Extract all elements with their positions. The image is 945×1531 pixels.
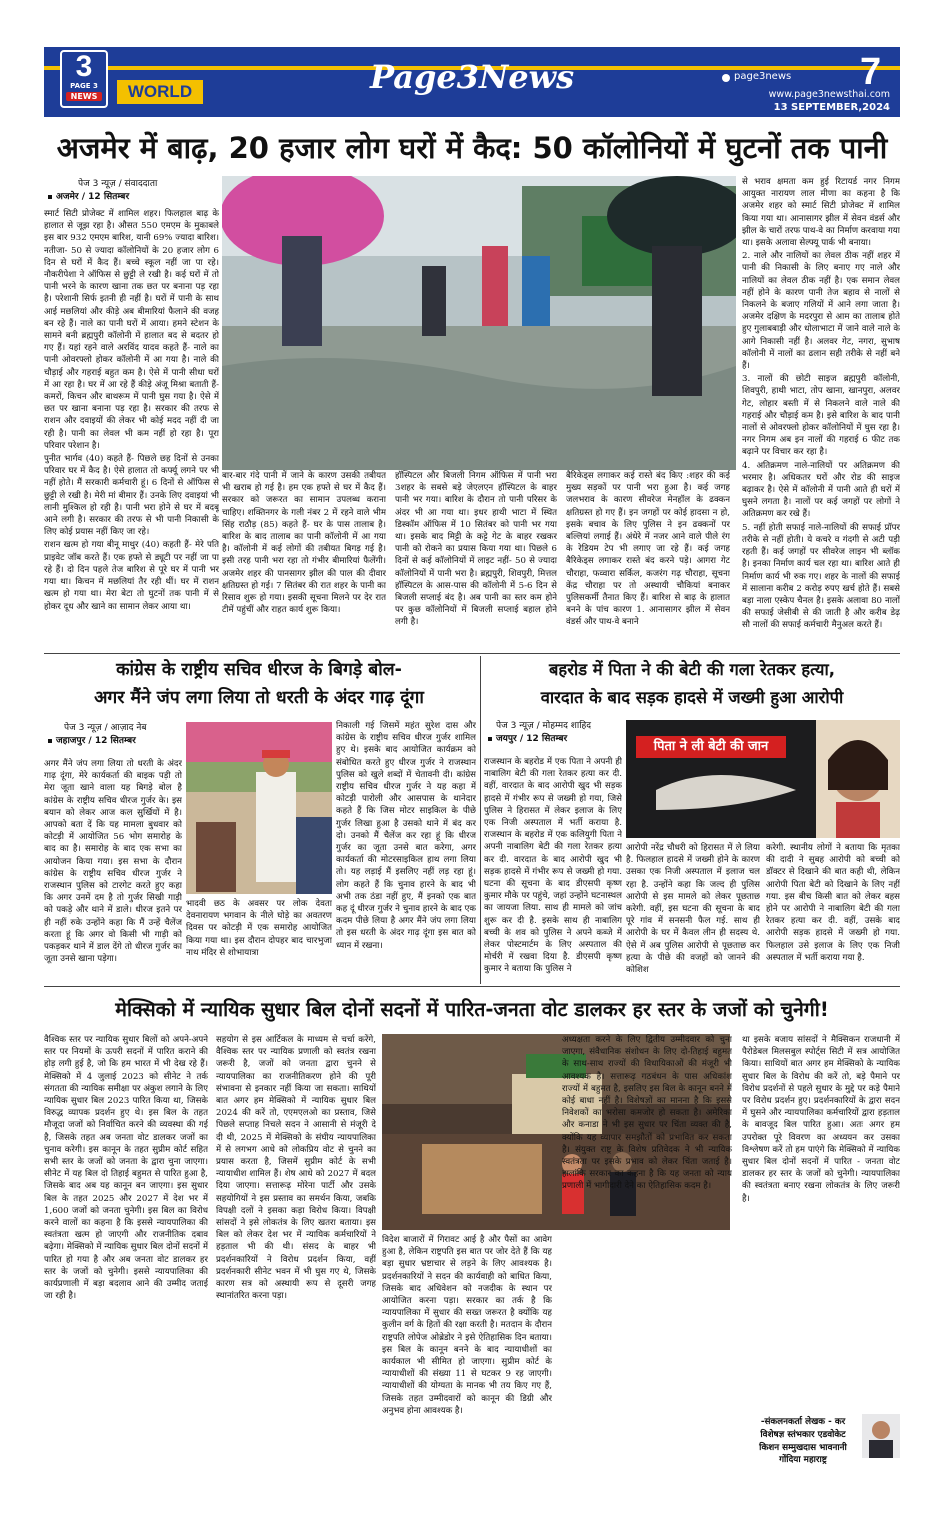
divider [480, 656, 481, 984]
byline-place: अजमेर / 12 सितम्बर [56, 192, 130, 203]
mexico-col-5 [742, 1034, 900, 1410]
author-line: विशेषज्ञ स्तंभकार एडवोकेट [760, 1429, 846, 1440]
behror-col-left [484, 756, 622, 982]
divider [44, 986, 900, 987]
mexico-col-2 [216, 1034, 376, 1494]
mexico-col-4 [562, 1034, 732, 1494]
ajmer-para: से भराव क्षमता कम हुई रिटायर्ड नगर निगम आयुक्त नारायण लाल मीणा का कहना है कि अजमेर शहर को स्मार्ट सिटी प्रोजेक्ट में शामिल किया गया था। आनासागर झील में सेवन वंडर्स और झील के चारों तरफ पाथ-वे का निर्माण करवाया गया था। इसके अलावा सेल्फ्यू पार्क भी बनाया। [742, 177, 900, 249]
mexico-para: वैश्विक स्तर पर न्यायिक सुधार बिलों को अपने-अपने स्तर पर नियमों के ऊपरी सदनों में पारित कराने की होड़ लगी हुई है, जो कि हम भारत में भी देख रहे हैं। मेक्सिको में 4 जुलाई 2023 को सीनेट ने तर्क संगतता की न्यायिक समीक्षा पर अंकुश लगाने के लिए न्यायिक सुधार बिल 2023 पारित किया था, जिसके विरुद्ध व्यापक प्रदर्शन हुए थे। इस बिल के तहत मौजूदा जजों को निर्वाचित करने की व्यवस्था की गई है, जिसके तहत अब जनता वोट डालकर जजों का चुनाव करेगी। इस कानून के तहत सुप्रीम कोर्ट सहित सभी स्तर के जजों को जनता के द्वारा चुना जाएगा। सीनेट में यह बिल दो तिहाई बहुमत से पारित हुआ है, जिसके बाद अब यह कानून बन जाएगा। इस सुधार बिल के तहत 2025 और 2027 में देश भर में 1,600 जजों को जनता चुनेगी। इस बिल का विरोध करने वालों का कहना है कि इससे न्यायपालिका की स्वतंत्रता खत्म हो जाएगी और राजनीतिक दबाव बढ़ेगा। मेक्सिको में न्यायिक सुधार बिल दोनों सदनों में पारित हो गया है और अब जनता वोट डालकर हर स्तर के जजों को चुनेगी। इससे न्यायपालिका की कार्यप्रणाली में बड़ा बदलाव आने की उम्मीद जताई जा रही है। [44, 1035, 208, 1302]
headline-behror-2: वारदात के बाद सड़क हादसे में जख्मी हुआ आरोपी [540, 688, 844, 707]
author-line: -संकलनकर्ता लेखक - कर [760, 1417, 846, 1427]
globe-icon [722, 74, 730, 82]
logo-page: PAGE 3 [70, 82, 98, 90]
author-line: किशन सम्मुखदास भावनानी [759, 1442, 847, 1453]
logo-news: NEWS [66, 92, 102, 101]
author-line: गोंदिया महाराष्ट्र [779, 1455, 827, 1466]
behror-col-right [766, 842, 900, 982]
congress-col-right [336, 720, 476, 982]
behror-para: राजस्थान के बहरोड में एक पिता ने अपनी ही नाबालिग बेटी की गला रेतकर हत्या कर दी. वहीं, वारदात के बाद आरोपी खुद भी सड़क हादसे में गंभीर रूप से जख्मी हो गया, जिसे पुलिस ने हिरासत में लेकर इलाज के लिए एक निजी अस्पताल में भर्ती कराया है. राजस्थान के बहरोड में एक कलियुगी पिता ने अपनी नाबालिग बेटी की गला रेतकर हत्या कर दी. वारदात के बाद आरोपी खुद भी सड़क हादसे में गंभीर रूप से जख्मी हो गया. घटना की सूचना के बाद डीएसपी कृष्ण कुमार मौके पर पहुंचे, जहां उन्होंने घटनास्थल का जायजा लिया. साथ ही मामले को जांच शुरू कर दी है. इसके साथ ही नाबालिग बच्ची के शव को पुलिस ने अपने कब्जे में लेकर पोस्टमार्टम के लिए अस्पताल की मोर्चरी में रखवा दिया है. डीएसपी कृष्ण कुमार ने बताया कि पुलिस ने [484, 757, 622, 975]
ajmer-para: बैरिकेड्स लगाकर कई रास्ते बंद किए :शहर की कई मुख्य सड़कों पर पानी भरा हुआ है। कई जगह जलभराव के कारण सीवरेज मेनहॉल के ढक्कन क्षतिग्रस्त हो गए हैं। इन जगहों पर कोई हादसा न हो, इसके बचाव के लिए पुलिस ने इन ढक्कनों पर बल्लियां लगाई हैं। अंधेरे में नजर आने वाले पीले रंग के रेडियम टेप भी लगाए जा रहे हैं। कई जगह बैरिकेड्स लगाकर रास्ते बंद करने पड़े। आगरा गेट चौराहा, फव्वारा सर्किल, कजरंग गढ़ चौराहा, सूचना केंद्र चौराहा पर तो अस्थायी चौकियां बनाकर पुलिसकर्मी तैनात किए हैं। बारिश से बाढ़ के हालात बनने के पांच कारण 1. आनासागर झील में सेवन वंडर्स और पाथ-वे बनाने [566, 471, 730, 628]
section-label: WORLD [117, 80, 203, 104]
ajmer-col-mid1 [222, 470, 386, 650]
byline-place: जहाजपुर / 12 सितम्बर [56, 736, 136, 747]
ajmer-para: हॉस्पिटल और बिजली निगम ऑफिस में पानी भरा 3शहर के सबसे बड़े जेएलएन हॉस्पिटल के बाहर पानी भर गया। बारिश के दौरान तो पानी परिसर के अंदर भी आ गया था। इधर हाथी भाटा में स्थित डिस्कॉम ऑफिस में 10 सितंबर को पानी भर गया था। इसके बाद मिट्टी के कट्टे गेट के बाहर रखकर पानी को रोकने का प्रयास किया गया था। पिछले 6 दिनों से कई कॉलोनियों में लाइट नहीं- 50 से ज्यादा कॉलोनियों में पानी भरा है। ब्रह्मपुरी, शिवपुरी, मित्तल हॉस्पिटल के आस-पास की कॉलोनी में 5-6 दिन से बिजली सप्लाई बंद है। अब पानी का स्तर कम होने पर कुछ कॉलोनियों में बिजली सप्लाई बहाल होने लगी है। [395, 471, 557, 628]
congress-col-left [44, 758, 182, 980]
site-name[interactable]: page3news [734, 71, 792, 82]
byline-agency: पेज 3 न्यूज़ / संवाददाता [78, 179, 158, 189]
mexico-para: विदेश बाजारों में गिरावट आई है और पैसों का आवेग हुआ है, लेकिन राष्ट्रपति इस बात पर जोर देते हैं कि यह बड़ा सुधार भ्रष्टाचार से लड़ने के लिए आवश्यक है। प्रदर्शनकारियों ने सदन की कार्यवाही को बाधित किया, जिसके बाद अधिवेशन को नजदीक के स्थान पर आयोजित करना पड़ा। सरकार का तर्क है कि न्यायपालिका में सुधार की सख्त जरूरत है क्योंकि यह कुलीन वर्ग के हितों की रक्षा करती है। मतदान के दौरान राष्ट्रपति लोपेज ओब्रेडोर ने इसे ऐतिहासिक दिन बताया। इस बिल के कानून बनने के बाद न्यायाधीशों का कार्यकाल भी सीमित हो जाएगा। सुप्रीम कोर्ट के न्यायाधीशों की संख्या 11 से घटकर 9 रह जाएगी। न्यायाधीशों की योग्यता के मानक भी तय किए गए हैं, जिसके तहत उम्मीदवारों को कानून की डिग्री और अनुभव होना आवश्यक है। [382, 1235, 552, 1416]
ajmer-para: 5. नहीं होती सफाई नाले-नालियों की सफाई प्रॉपर तरीके से नहीं होती। ये कचरे व गंदगी से अटी पड़ी रहती हैं। कई जगहों पर सीवरेज लाइन भी ब्लॉक है। इनका निर्माण कार्य चल रहा था। बारिश आते ही निर्माण कार्य भी रुक गए। शहर के नालों की सफाई में सालाना करीब 2 करोड़ रुपए खर्च होते हैं। सबसे बड़ा नाला एस्केप चैनल है। इसके अलावा 80 नालों की सफाई जेसीबी से की जाती है और करीब डेढ़ सौ नालों की सफाई कर्मचारी मैनुअल करते हैं। [742, 522, 900, 631]
flood-photo-art [222, 176, 736, 470]
author-photo-art [862, 1414, 900, 1458]
mexico-para: था इसके बजाय सांसदों ने मैक्सिकन राजधानी में पैरोडेबल मिलसबुल स्पोर्ट्स सिटी में सत्र आयोजित किया। साथियों बात अगर हम मेक्सिको के न्यायिक सुधार बिल के विरोध की करें तो, बड़े पैमाने पर विरोध प्रदर्शनों से पहले सुधार के मुद्दे पर कड़े पैमाने पर विरोध प्रदर्शन हुए। प्रदर्शनकारियों के द्वारा सदन में घुसने और न्यायपालिका कर्मचारियों द्वारा हड़ताल के बावजूद बिल पारित हुआ। अतः अगर हम उपरोक्त पूरे विवरण का अध्ययन कर उसका विश्लेषण करें तो हम पाएंगे कि मेक्सिको में न्यायिक सुधार बिल दोनों सदनों में पारित - जनता वोट डालकर हर स्तर के जजों को चुनेगी। न्यायपालिका की स्वतंत्रता बनाए रखना लोकतंत्र के लिए जरूरी है। [742, 1035, 900, 1204]
behror-col-mid [626, 842, 760, 982]
ajmer-para: पुनीत भार्गव (40) कहते हैं- पिछले छह दिनों से उनका परिवार घर में कैद है। ऐसे हालात तो कर्फ्यू लगने पर भी नहीं होते। मैं सरकारी कर्मचारी हूं। 6 दिनों से ऑफिस से छुट्टी ले रखी है। मेरी मां बीमार हैं। उनके लिए दवाइयां भी लानी मुश्किल हो रही है। पानी भरा होने से घर में बदबू आने लगी है। सरकार की तरफ से भी पानी निकासी के लिए कोई प्रयास नहीं किए जा रहे। [44, 454, 219, 538]
headline-ajmer-flood: अजमेर में बाढ़, 20 हजार लोग घरों में कैद: 50 कॉलोनियों में घुटनों तक पानी [56, 131, 888, 165]
congress-para: निकाली गई जिसमें महंत सुरेश दास और कांग्रेस के राष्ट्रीय सचिव धीरज गुर्जर शामिल हुए थे। इसके बाद आयोजित कार्यक्रम को संबोधित करते हुए धीरज गुर्जर ने राजस्थान पुलिस को खुले शब्दों में चेतावनी दी। कांग्रेस राष्ट्रीय सचिव धीरज गुर्जर ने यह कहा में कोटड़ी पारोली और आसपास के थानेदार कहते हैं कि जिस मोटर साइकिल के पीछे गुर्जर लिखा हुआ है उसको थाने में बंद कर दो। उनको मैं चैलेंज कर रहा हूं कि धीरज गुर्जर का जूता उनसे बात करेगा, अगर कार्यकर्ता की मोटरसाइकिल हाथ लगा लिया तो। यह लड़ाई मैं इसलिए नहीं लड़ रहा हूं। लोग कहते हैं कि चुनाव हारने के बाद भी अभी तक ठंडा नहीं हुए, मैं इनको एक बात कह दूं धीरज गुर्जर ने चुनाव हारने के बाद एक कदम पीछे लिया है अगर मैंने जंप लगा लिया तो इस धरती के अंदर गाढ़ दूंगा इस बात को ध्यान में रखना। [336, 721, 476, 951]
photo-caption: भादवी छठ के अवसर पर लोक देवता देवनारायण भगवान के नीले घोड़े का अवतरण दिवस पर कोटड़ी में एक समारोह आयोजित किया गया था। इस दौरान दोपहर बाद चारभुजा नाथ मंदिर से शोभायात्रा [186, 899, 332, 958]
byline-agency: पेज 3 न्यूज़ / आज़ाद नेब [64, 723, 147, 733]
issue-date: 13 SEPTEMBER,2024 [773, 102, 890, 113]
mexico-para: अध्यक्षता करने के लिए द्वितीय उम्मीदवार को चुना जाएगा, संवैधानिक संशोधन के लिए दो-तिहाई बहुमत के साथ-साथ राज्यों की विधायिकाओं की मंजूरी भी आवश्यक है। सत्तारूढ़ गठबंधन के पास अधिकांश राज्यों में बहुमत है, इसलिए इस बिल के कानून बनने में कोई बाधा नहीं है। विशेषज्ञों का मानना है कि इससे निवेशकों का भरोसा कमजोर हो सकता है। अमेरिका और कनाडा ने भी इस सुधार पर चिंता व्यक्त की है, क्योंकि यह व्यापार समझौतों को प्रभावित कर सकता है। संयुक्त राष्ट्र के विशेष प्रतिवेदक ने भी न्यायिक स्वतंत्रता पर इसके प्रभाव को लेकर चिंता जताई है। हालांकि सरकार का कहना है कि यह जनता को न्याय प्रणाली में भागीदारी देने का ऐतिहासिक कदम है। [562, 1035, 732, 1192]
byline-place: जयपुर / 12 सितम्बर [496, 734, 568, 745]
ajmer-para: 3. नालों की छोटी साइज ब्रह्मपुरी कॉलोनी, शिवपुरी, हाथी भाटा, तोप खाना, खानपुरा, अलवर गेट, लोहार बस्ती में से निकलने वाले नाले की गहराई और चौड़ाई कम है। इसे बारिश के बाद पानी नालों से ओवरफ्लो होकर कॉलोनियों में घुस रहा है। नगर निगम अब इन नालों की गहराई 6 फीट तक बढ़ाने पर विचार कर रहा है। [742, 374, 900, 458]
ajmer-col-left [44, 208, 219, 650]
headline-mexico: मेक्सिको में न्यायिक सुधार बिल दोनों सदनों में पारित-जनता वोट डालकर हर स्तर के जजों को चुनेगी! [115, 998, 829, 1021]
rally-photo [186, 722, 332, 894]
site-url[interactable]: www.page3newsthai.com [768, 89, 890, 100]
byline-ajmer [48, 178, 213, 204]
ajmer-para: स्मार्ट सिटी प्रोजेक्ट में शामिल शहर। फिलहाल बाढ़ के हालात से जूझ रहा है। औसत 550 एमएम के मुकाबले इस बार 932 एमएम बारिश, यानी 69% ज्यादा बारिश। नतीजा- 50 से ज्यादा कॉलोनियों के 20 हजार लोग 6 दिन से घरों में कैद हैं। बच्चे स्कूल नहीं जा पा रहे। नौकरीपेशा ने ऑफिस से छुट्टी ले रखी है। कई घरों में तो पानी भरने के कारण खाना तक छत पर बनाना पड़ रहा है। परेशानी सिर्फ इतनी ही नहीं है। घरों में पानी के साथ आई मछलियां और कीड़े अब बीमारियां फैलाने की वजह बन रहे हैं। नाले का पानी घरों में आया। हमने स्टेशन के सामने बनी ब्रह्मपुरी कॉलोनी में हालात बद से बदतर हो गए हैं। यहां रहने वाले अरविंद यादव कहते हैं- नाले का पानी ओवरफ्लो होकर कॉलोनी में आ गया है। नाले की चौड़ाई और गहराई बहुत कम है। ऐसे में पानी सीधा घरों में आ रहा है। घर में आ रहे हैं कीड़े अंजू मिश्रा बताती हैं- कमरों, किचन और बाथरूम में पानी घुस गया है। ऐसे में छत पर खाना बनाना पड़ रहा है। सरकार की तरफ से राशन और दवाइयों की लेकर भी कोई मदद नहीं दी जा रही है। पानी का लेवल भी कम नहीं हो रहा है। पूरा परिवार परेशान है। [44, 209, 219, 451]
mexico-col-3 [382, 1234, 552, 1494]
rally-photo-art [186, 722, 332, 894]
byline-behror [488, 720, 628, 746]
logo-number: 3 [75, 50, 93, 83]
headline-behror-1: बहरोड में पिता ने की बेटी की गला रेतकर हत्या, [549, 660, 835, 679]
ajmer-para: 4. अतिक्रमण नाले-नालियों पर अतिक्रमण की भरमार है। अधिकतर घरों और रोड की साइज बढ़ाकर है। ऐसे में कॉलोनी में पानी आते ही घरों में घुसने लगता है। नालों पर कई जगहों पर लोगों ने अतिक्रमण कर रखे हैं। [742, 460, 900, 520]
ajmer-col-mid3 [566, 470, 730, 650]
ajmer-para: बार-बार गंदे पानी में जाने के कारण उसकी तबीयत भी खराब हो गई है। हम एक हफ्ते से घर में कैद हैं। सरकार को जरूरत का सामान उपलब्ध कराना चाहिए। शक्तिनगर के गली नंबर 2 में रहने वाले भीम सिंह राठौड़ (85) कहते हैं- घर के पास तालाब है। बारिश के बाद तालाब का पानी कॉलोनी में आ गया है। कॉलोनी में कई लोगों की तबीयत बिगड़ गई है। इसी तरह पानी भरा रहा तो गंभीर बीमारियां फैलेंगी। अजमेर शहर की पानसागर झील की पाल की दीवार क्षतिग्रस्त हो गई। 7 सितंबर की रात शहर के पानी का रिसाव शुरू हो गया। इसकी सूचना मिलने पर देर रात टीमें पहुंचीं और राहत कार्य शुरू किया। [222, 471, 386, 616]
headline-congress-1: कांग्रेस के राष्ट्रीय सचिव धीरज के बिगड़े बोल- [116, 660, 402, 680]
ajmer-para: 2. नाले और नालियों का लेवल ठीक नहीं शहर में पानी की निकासी के लिए बनाए गए नाले और नालियों का लेवल ठीक नहीं है। एक समान लेवल नहीं होने के कारण पानी तेज बहाव से नालों से निकलने के बजाए गलियों में आने लगा जाता है। अजमेर दक्षिण के मदरपुरा से आम का तालाब होते हुए गुलाबबाड़ी और धोलाभाटा में जाने वाले नाले के आगे निकासी नहीं है। अलवर गेट, नगरा, सुभाष कॉलोनी में नालों का ढलान सही तरीके से नहीं बने हैं। [742, 251, 900, 372]
headline-congress-2: अगर मैंने जंप लगा लिया तो धरती के अंदर गाढ़ दूंगा [94, 688, 424, 708]
congress-para: अगर मैंने जंप लगा लिया तो धरती के अंदर गाढ़ दूंगा, मेरे कार्यकर्ता की बाइक पड़ी तो मेरा जूता खाने वाला यह बिगड़े बोल है कांग्रेस के राष्ट्रीय सचिव धीरज गुर्जर के। इस बयान को लेकर आज कल सुर्खियों में है। आपको बता दें कि यह मामला बुधवार को कोटड़ी में आयोजित 56 भोग समारोह के बाद का है। समारोह के बाद एक सभा का आयोजन किया गया। इस सभा के दौरान कांग्रेस के राष्ट्रीय सचिव धीरज गुर्जर ने राजस्थान पुलिस को टारगेट करते हुए कहा कि अगर उनमें दम है तो गुर्जर सिखी गाड़ी को पकड़े और थाने में डाले। धीरज इतने पर ही नहीं रुके उन्होंने कहा कि मैं उन्हें चैलेंज करता हूं कि अगर वो किसी भी गाड़ी को पकड़कर थाने में डाल देंगे तो धीरज गुर्जर का जूता उनसे खाना पड़ेगा। [44, 759, 182, 965]
mexico-para: सहयोग से इस आर्टिकल के माध्यम से चर्चा करेंगे, वैश्विक स्तर पर न्यायिक प्रणाली को स्वतंत्र रखना जरूरी है, जजों को जनता द्वारा चुनने से न्यायपालिका का राजनीतिकरण होने की पूरी संभावना से इनकार नहीं किया जा सकता। साथियों बात अगर हम मेक्सिको में न्यायिक सुधार बिल 2024 की करें तो, एएमएलओ का प्रस्ताव, जिसे पिछले सप्ताह निचले सदन ने आसानी से मंजूरी दे दी थी, 2025 में मेक्सिको के संघीय न्यायपालिका में से लगभग आधे को लोकप्रिय वोट से चुनने का प्रयास करता है, जिसमें सुप्रीम कोर्ट के सभी न्यायाधीश शामिल हैं। शेष आधे को 2027 में बदल दिया जाएगा। सत्तारूढ़ मोरेना पार्टी और उसके सहयोगियों ने इस प्रस्ताव का समर्थन किया, जबकि विपक्षी दलों ने इसका कड़ा विरोध किया। विपक्षी सांसदों ने इसे लोकतंत्र के लिए खतरा बताया। इस बिल को लेकर देश भर में न्यायिक कर्मचारियों ने हड़ताल भी की थी। संसद के बाहर भी प्रदर्शनकारियों ने विरोध प्रदर्शन किया, वहीं प्रदर्शनकारी सीनेट भवन में भी घुस गए थे, जिसके कारण सत्र को अस्थायी रूप से दूसरी जगह स्थानांतरित करना पड़ा। [216, 1035, 376, 1302]
ajmer-col-right [742, 176, 900, 650]
ajmer-col-mid2 [395, 470, 557, 650]
page-number: 7 [860, 51, 882, 93]
masthead[interactable]: Page3News [370, 58, 575, 96]
behror-para: आरोपी नरेंद्र चौधरी को हिरासत में ले लिया है. फिलहाल हादसे में जख्मी होने के कारण उसका एक निजी अस्पताल में इलाज चल रहा है. उन्होंने कहा कि जल्द ही पुलिस आरोपी से इस मामले को लेकर पूछताछ करेगी. वहीं, इस घटना की सूचना के बाद पूरे गांव में सनसनी फैल गई. साथ ही आरोपी के घर में कैवल लीन ही सदस्य थे. ऐसे में अब पुलिस आरोपी से पूछताछ कर हत्या के पीछे की वजहों को जानने की कोशिश [626, 843, 760, 976]
ajmer-para: राशन खत्म हो गया बीनू माथुर (40) कहती हैं- मेरे पति प्राइवेट जॉब करते हैं। एक हफ्ते से ड्यूटी पर नहीं जा पा रहे हैं। दो दिन पहले तेज बारिश से पूरे घर में पानी भर गया था। किचन में मछलियां तैर रही थीं। घर में राशन खत्म हो गया था। मेरा बेटा तो घुटनों तक पानी में से होकर दूध और खाने का सामान लेकर आया था। [44, 540, 219, 612]
divider [44, 653, 900, 654]
author-signature [744, 1416, 862, 1467]
crime-banner: पिता ने ली बेटी की जान [636, 736, 786, 758]
author-photo [862, 1414, 900, 1458]
flood-photo [222, 176, 736, 470]
byline-agency: पेज 3 न्यूज़ / मोहम्मद शाहिद [496, 721, 592, 731]
logo[interactable] [60, 50, 108, 108]
mexico-col-1 [44, 1034, 208, 1494]
congress-caption [186, 898, 332, 980]
behror-para: करेगी. स्थानीय लोगों ने बताया कि मृतका की दादी ने सुबह आरोपी को बच्ची को डॉक्टर से दिखाने की बात कही थी, लेकिन आरोपी पिता बेटी को दिखाने के लिए नहीं गया. इस बीच किसी बात को लेकर बहस होने पर आरोपी ने नाबालिग बेटी की गला रेतकर हत्या कर दी. वहीं, उसके बाद आरोपी सड़क हादसे में जख्मी हो गया. फिलहाल उसे इलाज के लिए एक निजी अस्पताल में भर्ती कराया गया है. [766, 843, 900, 963]
byline-congress [48, 722, 188, 748]
